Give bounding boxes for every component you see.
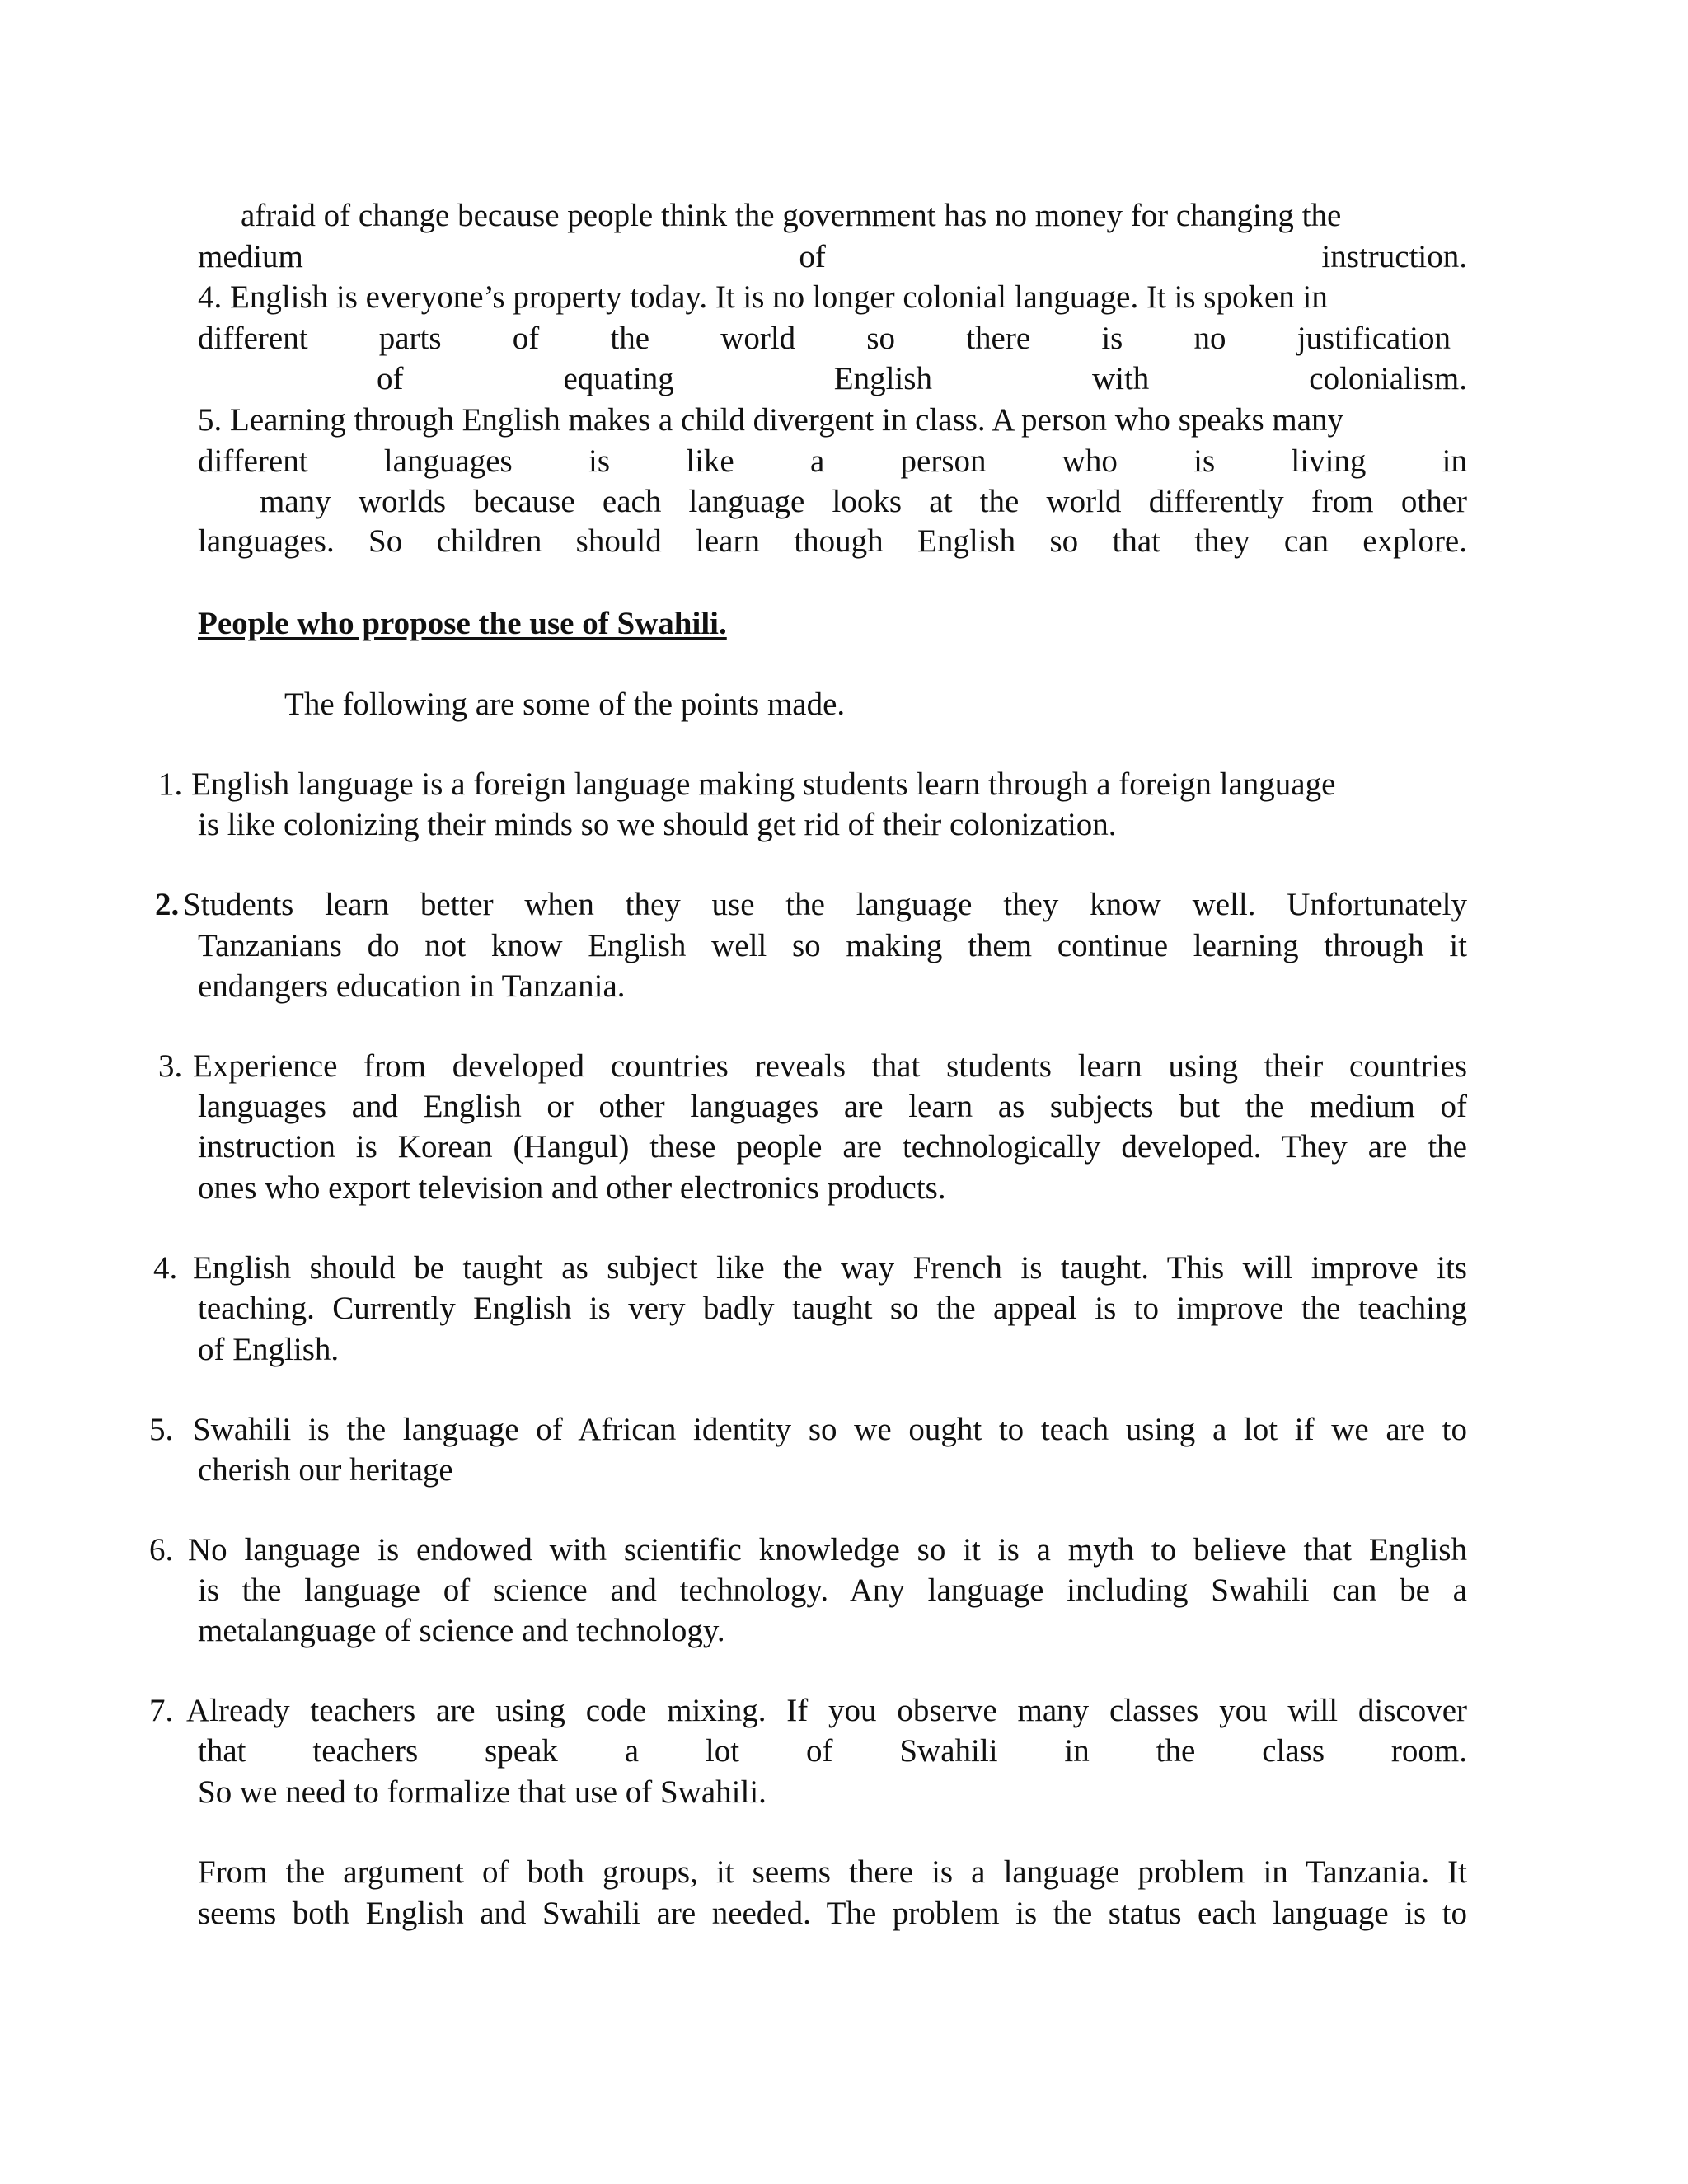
intro-line-2: medium of instruction. bbox=[198, 239, 1467, 274]
point-3-line-1: Experience from developed countries reveals that students learn using their countries bbox=[193, 1048, 1467, 1084]
point-2-line-2: Tanzanians do not know English well so making them continue learning through it bbox=[198, 928, 1467, 963]
point-4b-line-2: teaching. Currently English is very badly taught so the appeal is to improve the teaching bbox=[198, 1291, 1467, 1326]
point-5-line-3: many worlds because each language looks at the world differently from other bbox=[260, 484, 1467, 519]
point-7-line-3: So we need to formalize that use of Swahili. bbox=[198, 1774, 767, 1810]
point-5-line-2: different languages is like a person who is living in bbox=[198, 443, 1467, 479]
point-5-line-4: languages. So children should learn though English so that they can explore. bbox=[198, 523, 1467, 559]
point-4b-line-1: English should be taught as subject like the way French is taught. This will improve its bbox=[193, 1250, 1467, 1286]
point-4b-line-3: of English. bbox=[198, 1332, 340, 1367]
point-number: 5. bbox=[149, 1412, 174, 1447]
point-2-line-3: endangers education in Tanzania. bbox=[198, 968, 626, 1004]
section-heading: People who propose the use of Swahili. bbox=[198, 606, 727, 641]
point-4-line-2: different parts of the world so there is no justification bbox=[198, 321, 1451, 356]
point-6-line-3: metalanguage of science and technology. bbox=[198, 1613, 725, 1648]
intro-line-1: afraid of change because people think the government has no money for changing the bbox=[241, 198, 1342, 233]
point-number: 2. bbox=[155, 887, 180, 922]
point-1-line-1: English language is a foreign language making students learn through a foreign language bbox=[191, 766, 1336, 802]
point-2-line-1: Students learn better when they use the language they know well. Unfortunately bbox=[183, 887, 1467, 922]
conclusion-line-2: seems both English and Swahili are needed. The problem is the status each language is to bbox=[198, 1896, 1467, 1931]
conclusion-line-1: From the argument of both groups, it seems there is a language problem in Tanzania. It bbox=[198, 1854, 1467, 1890]
point-number: 6. bbox=[149, 1532, 174, 1568]
point-5-line-1: 5. Learning through English makes a child divergent in class. A person who speaks many bbox=[198, 402, 1344, 438]
point-6-line-1: No language is endowed with scientific knowledge so it is a myth to believe that English bbox=[188, 1532, 1467, 1568]
point-6-line-2: is the language of science and technology. Any language including Swahili can be a bbox=[198, 1572, 1467, 1608]
section-lead: The following are some of the points made. bbox=[284, 687, 846, 722]
point-4-line-1: 4. English is everyone’s property today. It is no longer colonial language. It is spoken in bbox=[198, 279, 1328, 315]
point-3-line-3: instruction is Korean (Hangul) these people are technologically developed. They are the bbox=[198, 1129, 1467, 1165]
point-4-line-3: of equating English with colonialism. bbox=[377, 361, 1467, 396]
point-number: 4. bbox=[153, 1250, 178, 1286]
point-3-line-4: ones who export television and other electronics products. bbox=[198, 1170, 946, 1206]
point-5b-line-1: Swahili is the language of African identity so we ought to teach using a lot if we are to bbox=[193, 1412, 1467, 1447]
point-number: 7. bbox=[149, 1693, 174, 1728]
point-3-line-2: languages and English or other languages are learn as subjects but the medium of bbox=[198, 1089, 1467, 1124]
point-number: 1. bbox=[158, 766, 183, 802]
point-5b-line-2: cherish our heritage bbox=[198, 1452, 453, 1488]
point-number: 3. bbox=[158, 1048, 183, 1084]
point-1-line-2: is like colonizing their minds so we should get rid of their colonization. bbox=[198, 807, 1117, 842]
point-7-line-1: Already teachers are using code mixing. If you observe many classes you will discover bbox=[186, 1693, 1467, 1728]
point-7-line-2: that teachers speak a lot of Swahili in the class room. bbox=[198, 1733, 1467, 1769]
